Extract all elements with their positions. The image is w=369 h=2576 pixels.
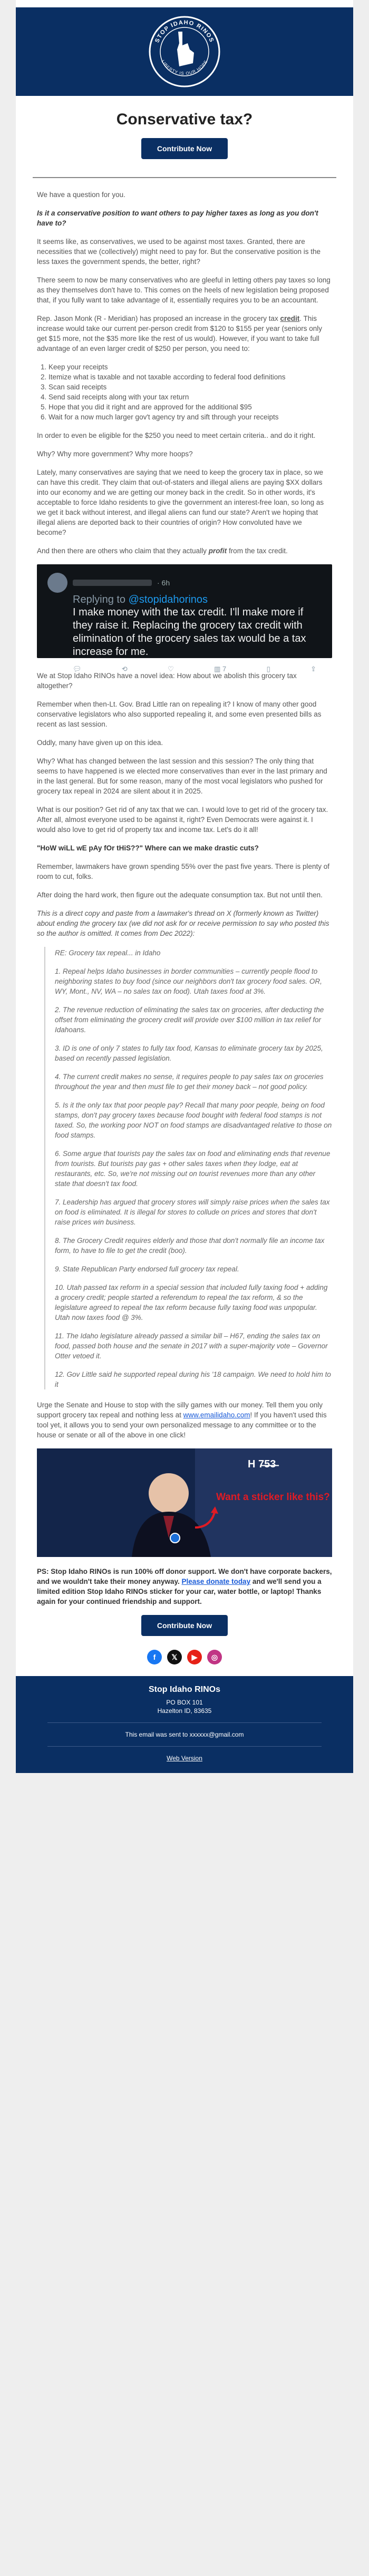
views-icon: ▥ 7: [214, 665, 227, 673]
quote-item: 10. Utah passed tax reform in a special session that included fully taxing food + adding a grocery credit; people started a referendum to repeal the tax reform, & so the legislature agreed to repeal the tax reform because fully taxing food was unpopular. Utah now taxes food @ 3%.: [55, 1284, 328, 1321]
email-body: [16, 0, 353, 1773]
quote-item: 6. Some argue that tourists pay the sales tax on food and eliminating ends that revenue from tourists. But tourists pay gas + other sales taxes when they lodge, eat at restaurants, etc. So, we're not missing out on tourist revenues more than any other state that doesn't tax food.: [55, 1150, 331, 1188]
retweet-icon: ⟲: [121, 665, 128, 673]
quote-item: 1. Repeal helps Idaho businesses in border communities – currently people flood to neighboring states to buy food (since our neighbors don't tax grocery food sales. OR, WY, Mont., NV, WA – no sales tax on food). Utah taxes food at 3%.: [55, 967, 322, 995]
paragraph: Why? Why more government? Why more hoops?: [37, 450, 193, 458]
quote-item: 9. State Republican Party endorsed full grocery tax repeal.: [55, 1265, 239, 1273]
quote-item: 8. The Grocery Credit requires elderly and those that don't normally file an income tax form, to have to file to get the credit (boo).: [55, 1237, 325, 1255]
avatar: [47, 573, 67, 593]
footer-address: PO BOX 101: [166, 1699, 203, 1706]
blurred-username: [73, 580, 152, 586]
tweet-text: I make money with the tax credit. I'll make more if they raise it. Replacing the grocery tax credit with elimination of the grocery sales tax would be a tax increase for me.: [73, 606, 306, 658]
x-icon[interactable]: 𝕏: [167, 1650, 182, 1664]
list-item: 5. Hope that you did it right and are approved for the additional $95: [48, 402, 332, 412]
footer-org: Stop Idaho RINOs: [149, 1685, 220, 1694]
paragraph: Remember, lawmakers have grown spending 55% over the past five years. There is plenty of room to cut, folks.: [37, 863, 330, 880]
emailidaho-link[interactable]: www.emailidaho.com: [183, 1411, 250, 1419]
list-item: 3. Scan said receipts: [48, 382, 332, 392]
stop-idaho-rinos-logo: [148, 15, 221, 89]
page-title: Conservative tax?: [116, 111, 253, 128]
paragraph: What is our position? Get rid of any tax that we can. I would love to get rid of the grocery tax. After all, almost everyone used to be against it, right? Even Democrats were against it. I would also love to get rid of property tax and income tax. Let's do it all!: [37, 806, 328, 834]
paragraph: Urge the Senate and House to stop with the silly games with our money. Tell them you only support grocery tax repeal and nothing less at www.emailidaho.com! If you haven't used this tool yet, it allows you to send your own personalized message to any committee or to the house or senate or all of the above in one click!: [37, 1401, 327, 1439]
footer-sent-note: This email was sent to xxxxxx@gmail.com: [125, 1731, 244, 1738]
ps-note: PS: Stop Idaho RINOs is run 100% off donor support. We don't have corporate backers, and we wouldn't take their money anyway. Please donate today and we'll send you a limited edition Stop Idaho RINOs sticker for your car, water bottle, or laptop! Thanks again for your continued friendship and support.: [37, 1568, 332, 1605]
like-icon: ♡: [168, 665, 174, 673]
logo-text-top: STOP IDAHO RINOS: [154, 19, 215, 44]
greeting: We have a question for you.: [37, 191, 125, 199]
quote-item: 2. The revenue reduction of eliminating the sales tax on groceries, after deducting the offset from eliminating the grocery credit will provide over $100 million in tax relief for Idahoans.: [55, 1006, 324, 1034]
paragraph: In order to even be eligible for the $250 you need to meet certain criteria.. and do it right.: [37, 432, 316, 439]
list-item: 1. Keep your receipts: [48, 362, 332, 372]
logo-text-bottom: LIBERTY IS OUR HOPE: [160, 59, 209, 76]
share-icon: ⇪: [310, 665, 316, 673]
sticker-badge: [170, 1533, 180, 1543]
bill-tag: H 7̶5̶3̶: [248, 1458, 276, 1470]
footer: [16, 1676, 353, 1773]
paragraph: Why? What has changed between the last session and this session? The only thing that seems to have happened is we elected more conservatives than ever in the last primary and in the last general. But for some reason, many of the most vocal legislators who pushed for grocery tax repeal in 2024 are silent about it in 2025.: [37, 757, 327, 795]
paragraph: Lately, many conservatives are saying that we need to keep the grocery tax in place, so we can have this credit. They claim that out-of-staters and illegal aliens are paying $XX dollars into our economy and we are getting our money back in the credit. So in other words, it's acceptable to force Idaho residents to give the government an interest-free loan, so long as we get it back without interest, and illegal aliens can fund our state? Aren't we hoping that illegal aliens are deported back to their countries of origin? How convoluted have we become?: [37, 468, 324, 536]
paragraph: Oddly, many have given up on this idea.: [37, 739, 163, 747]
paragraph: And then there are others who claim that they actually profit from the tax credit.: [37, 547, 288, 555]
quoted-thread: [44, 947, 332, 1389]
views-count: 7: [222, 665, 227, 673]
article: [16, 178, 353, 1607]
quote-item: RE: Grocery tax repeal... in Idaho: [55, 949, 161, 957]
list-item: 2. Itemize what is taxable and not taxable according to federal food definitions: [48, 372, 332, 382]
social-links: [16, 1650, 353, 1664]
donate-link[interactable]: Please donate today: [181, 1578, 251, 1585]
lead-question: Is it a conservative position to want others to pay higher taxes as long as you don't have to?: [37, 209, 318, 227]
paragraph: We at Stop Idaho RINOs have a novel idea: How about we abolish this grocery tax altogether?: [37, 672, 297, 690]
tweet-screenshot: [37, 564, 332, 673]
list-item: 4. Send said receipts along with your tax return: [48, 392, 332, 402]
quote-item: 12. Gov Little said he supported repeal during his '18 campaign. We need to hold him to it: [55, 1370, 331, 1388]
paragraph: It seems like, as conservatives, we used to be against most taxes. Granted, there are necessities that we (collectively) might need to pay for. But the conservative position is the less taxes the government spends, the better, right?: [37, 238, 321, 266]
reply-handle: @stopidahorinos: [128, 594, 208, 605]
paragraph: This is a direct copy and paste from a lawmaker's thread on X (formerly known as Twitter) about ending the grocery tax (we did not ask for or receive permission to say who posted this so the author is omitted. It comes from Dec 2022):: [37, 909, 329, 937]
tweet-actions: [73, 664, 316, 674]
sticker-photo: [37, 1448, 332, 1557]
youtube-icon[interactable]: ▶: [187, 1650, 202, 1664]
paragraph: Rep. Jason Monk (R - Meridian) has proposed an increase in the grocery tax credit. This increase would take our current per-person credit from $120 to $155 per year (seniors only get $15 more, not the $35 more like the rest of us would). However, if you want to take full advantage of an even larger credit of $250 per person, you need to:: [37, 315, 323, 352]
steps-list: [37, 362, 332, 422]
quote-item: 5. Is it the only tax that poor people pay? Recall that many poor people, being on food stamps, don't pay grocery taxes because food bought with federal food stamps is not taxed. So, the working poor NOT on food stamps are disadvantaged relative to those on food stamps.: [55, 1101, 332, 1139]
sticker-caption: Want a sticker like this?: [216, 1492, 330, 1503]
quote-item: 11. The Idaho legislature already passed a similar bill – H67, ending the sales tax on food, passed both house and the senate in 2017 with a super-majority vote – Governor Otter vetoed it.: [55, 1332, 328, 1360]
tweet-time: · 6h: [157, 578, 170, 587]
bookmark-icon: ▯: [266, 665, 270, 673]
paragraph: There seem to now be many conservatives who are gleeful in letting others pay taxes so long as they themselves don't have to. This comes on the heels of new legislation being proposed that, if you fully want to take advantage of it, essentially requires you to be an accountant.: [37, 276, 331, 304]
list-item: 6. Wait for a now much larger gov't agency try and sift through your receipts: [48, 412, 332, 422]
contribute-button-top[interactable]: Contribute Now: [141, 138, 228, 159]
photo-illustration: [37, 1448, 332, 1557]
header: [16, 0, 353, 178]
reply-icon: 💬︎: [73, 665, 82, 673]
instagram-icon[interactable]: ◎: [207, 1650, 222, 1664]
footer-address: Hazelton ID, 83635: [157, 1707, 212, 1715]
quote-item: 4. The current credit makes no sense, it requires people to pay sales tax on groceries throughout the year and then must file to get their money back – not good policy.: [55, 1073, 324, 1091]
quote-item: 7. Leadership has argued that grocery stores will simply raise prices when the sales tax on food is eliminated. It is illegal for stores to collude on prices and stores that don't raise prices win business.: [55, 1198, 330, 1226]
facebook-icon[interactable]: f: [147, 1650, 162, 1664]
web-version-link[interactable]: Web Version: [167, 1755, 202, 1762]
quote-item: 3. ID is one of only 7 states to fully tax food, Kansas to eliminate grocery tax by 2025, based on recently passed legislation.: [55, 1044, 323, 1062]
paragraph: After doing the hard work, then figure out the adequate consumption tax. But not until then.: [37, 891, 323, 899]
reply-context: Replying to @stopidahorinos: [73, 594, 208, 605]
contribute-button-bottom[interactable]: Contribute Now: [141, 1615, 228, 1636]
paragraph: Remember when then-Lt. Gov. Brad Little ran on repealing it? I know of many other good conservative legislators who also supported repealing it, and some even presented bills as recent as last session.: [37, 700, 322, 728]
logo-band: [16, 7, 353, 96]
paragraph: "HoW wiLL wE pAy fOr tHiS??" Where can we make drastic cuts?: [37, 844, 259, 852]
